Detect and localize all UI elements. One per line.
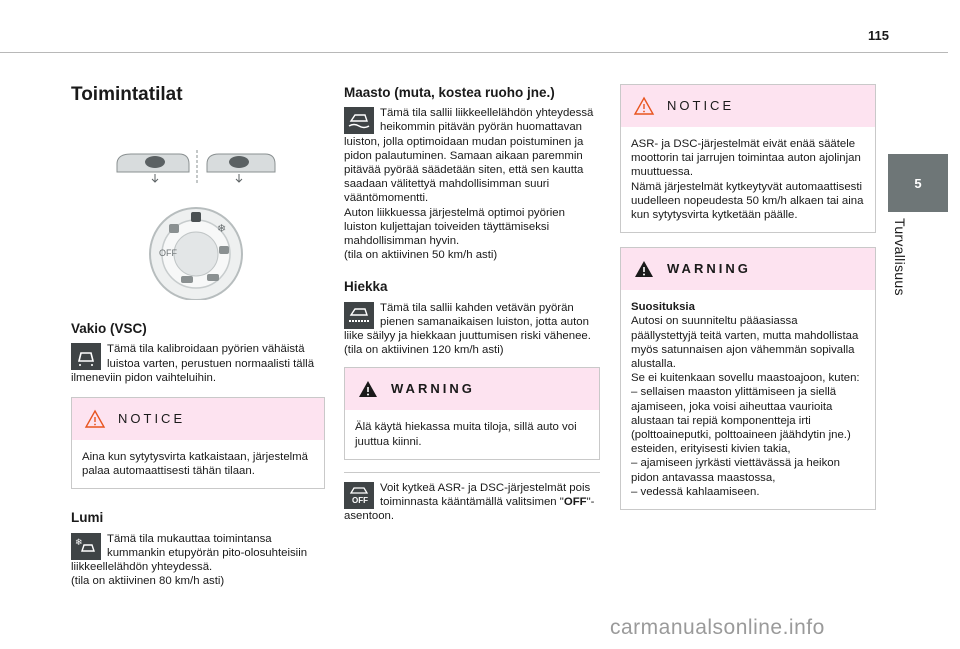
page-number: 115 bbox=[868, 28, 889, 43]
column-1 bbox=[71, 78, 325, 588]
snow-mode-icon bbox=[71, 533, 101, 560]
notice-header: NOTICE bbox=[621, 85, 875, 127]
watermark: carmanualsonline.info bbox=[610, 616, 825, 639]
hiekka-paragraph: Tämä tila sallii kahden vetävän pyörän pienen samanaikaisen luiston, jotta auton liike säilyy ja hiekkaan juuttumisen riski vähenee. (tila on aktiivinen 120 km/h asti) bbox=[344, 301, 591, 357]
warning-icon bbox=[633, 259, 655, 279]
warning-box-2 bbox=[620, 247, 876, 510]
off-section bbox=[344, 472, 600, 524]
lumi-heading: Lumi bbox=[71, 510, 104, 526]
hiekka-heading: Hiekka bbox=[344, 279, 388, 295]
maasto-heading: Maasto (muta, kostea ruoho jne.) bbox=[344, 85, 555, 100]
warning-text: Autosi on suunniteltu pääasiassa päällystettyjä teitä varten, mutta mahdollistaa myös satunnaisen ajon vähemmän sopivalla alustalla. Se ei kuitenkaan sovellu maastoajoon, kuten: – sellaisen maaston ylittämiseen ja siellä ajamiseen, joka voisi aiheuttaa vaurioita alustaan tai repiä komponentteja irti (polttoaineputki, polttoaineen jäähdytin jne.) esteiden, erityisesti kivien takia, – ajamiseen jyrkästi viettävässä ja heikon pidon antavassa maastossa, – vedessä kahlaamiseen. bbox=[631, 315, 860, 498]
vsc-mode-icon bbox=[71, 343, 101, 370]
notice-box-1 bbox=[71, 397, 325, 489]
chapter-label: Turvallisuus bbox=[892, 218, 908, 296]
lumi-paragraph: ❄ Tämä tila mukauttaa toimintansa kummankin etupyörän pito-olosuhteisiin liikkeellelähdön yhteydessä. (tila on aktiivinen 80 km/h asti) bbox=[71, 532, 308, 588]
dashboard-illustration bbox=[117, 154, 275, 172]
warning-header: WARNING bbox=[621, 248, 875, 290]
mud-mode-icon bbox=[344, 107, 374, 134]
sand-mode-icon bbox=[344, 302, 374, 329]
svg-text:OFF: OFF bbox=[352, 496, 368, 506]
off-paragraph: OFF Voit kytkeä ASR- ja DSC-järjestelmät pois toiminnasta kääntämällä valitsimen "OFF"-asentoon. bbox=[344, 481, 595, 523]
svg-text:❄: ❄ bbox=[75, 538, 83, 549]
selector-off-label: OFF bbox=[159, 248, 177, 259]
notice-text: Aina kun sytytysvirta katkaistaan, järjestelmä palaa automaattisesti tähän tilaan. bbox=[82, 451, 309, 478]
vakio-heading: Vakio (VSC) bbox=[71, 321, 147, 337]
notice-header: NOTICE bbox=[72, 398, 324, 440]
warning-lead: Suosituksia bbox=[631, 301, 695, 314]
warning-box-1 bbox=[344, 367, 600, 459]
notice-box-2 bbox=[620, 84, 876, 233]
warning-icon bbox=[357, 379, 379, 399]
svg-text:❄: ❄ bbox=[217, 222, 227, 236]
top-rule bbox=[0, 52, 948, 53]
notice-text: ASR- ja DSC-järjestelmät eivät enää säätele moottorin tai jarrujen toimintaa auton ajolinjan muuttuessa. Nämä järjestelmät kytkeytyvät automaattisesti uudelleen nopeudesta 50 km/h alkaen tai aina kun sytytysvirta kytketään päälle. bbox=[631, 138, 864, 222]
notice-icon bbox=[84, 409, 106, 429]
section-title: Toimintatilat bbox=[71, 84, 183, 105]
vakio-paragraph: Tämä tila kalibroidaan pyörien vähäistä luistoa varten, perustuen normaalisti tällä ilmeneviin pidon vaihteluihin. bbox=[71, 343, 315, 384]
maasto-paragraph: Tämä tila sallii liikkeellelähdön yhteydessä heikommin pitävän pyörän huomattavan luiston, jolla optimoidaan mudan poistuminen ja pidon palautuminen. Samaan aikaan paremmin pitävää pyörää säädetään siten, että sen kautta saadaan välitettyä mahdollisimman suuri vääntömomentti. Auton liikkuessa järjestelmä optimoi pyörien luiston kuljettajan toiveiden täyttämiseksi mahdollisimman hyvin. (tila on aktiivinen 50 km/h asti) bbox=[344, 107, 594, 262]
chapter-tab: 5 bbox=[888, 154, 948, 212]
warning-text: Älä käytä hiekassa muita tiloja, sillä auto voi juuttua kiinni. bbox=[355, 421, 577, 448]
column-3 bbox=[620, 78, 876, 510]
mode-selector-illustration bbox=[111, 124, 281, 300]
notice-icon bbox=[633, 96, 655, 116]
off-mode-icon bbox=[344, 482, 374, 509]
warning-header: WARNING bbox=[345, 368, 599, 410]
column-2 bbox=[344, 78, 600, 523]
